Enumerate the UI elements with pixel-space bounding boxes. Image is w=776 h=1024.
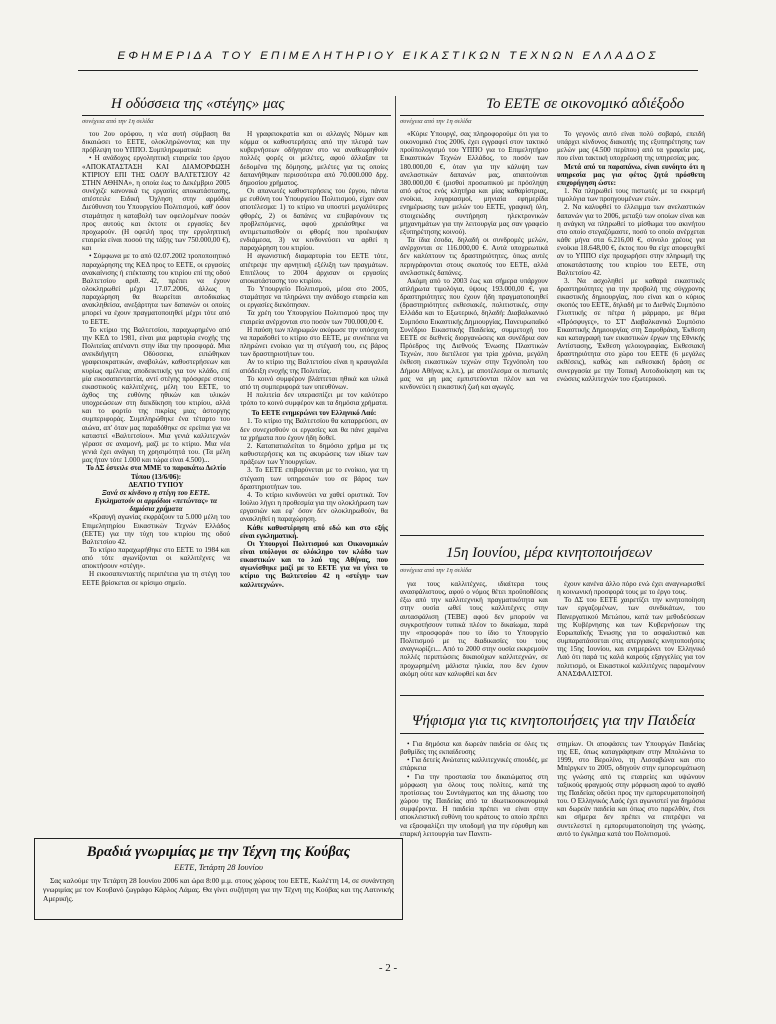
paragraph: Η γραφειοκρατία και οι αλλαγές Νόμων και κόμμα οι καθυστερήσεις από την πλευρά των κυβερνήσεων οδήγησαν στο να αναθεωρηθούν πολλές φορές οι μελέτες, αφού άλλαξαν τα δεδομένα της δόμησης, μελέτες για τις οποίες δαπανήθηκαν περισσότερα από 70.000.000 δρχ. δημοσίου χρήματος. (240, 130, 388, 187)
event-box (34, 838, 403, 920)
paragraph: Το κτίριο της Βαλτετσίου, παραχωρημένο από την ΚΕΔ το 1981, είναι μια μαρτυρία ενοχής της Πολιτείας απέναντι στην ίδια την προσφορά. Μια ανεκδιήγητη Οδύσσεια, ειπώθηκαν γραφειοκρατικών, αναβολών, καθυστερήσεων και κυρίως αμέλειας αποδεικτικής για τον κλάδο, επί μία εικοσαπενταετία, αντί στέγης πρόσφερε στους εικαστικούς καλλιτέχνες, μέλη του ΕΕΤΕ, το άχθος της ευθύνης ηθικών και υλικών υποχρεώσεων στη διεκδίκηση του κτιρίου, αλλά και το φορτίο της πικρίας μιας άστοργης συμπεριφοράς. Συμπληρώθηκε ένα τέταρτο του αιώνα, απ' όταν μας παραδόθηκε σε ερείπια για να καταστεί «Βαλτετσίου». Μια γενιά καλλιτεχνών γέρασε σε αναμονή, μαζί με το κτίριο. Μια νέα γενιά έχει ανάγκη τη χρησιμότητά του. (Τα μέλη μας ήταν τότε 1.000 και τώρα είναι 4.500)... (82, 325, 230, 465)
paragraph: Η αγωνιστική διαμαρτυρία του ΕΕΤΕ τότε, απέτρεψε την αρνητική εξέλιξη των πραγμάτων. Επιτέλους το 2004 άρχισαν οι εργασίες αποκατάστασης του κτιρίου. (240, 252, 388, 285)
article1-continued: συνέχεια από την 1η σελίδα (82, 118, 154, 125)
press-title: ΔΕΛΤΙΟ ΤΥΠΟΥ (128, 480, 184, 489)
masthead: ΕΦΗΜΕΡΙΔΑ ΤΟΥ ΕΠΙΜΕΛΗΤΗΡΙΟΥ ΕΙΚΑΣΤΙΚΩΝ ΤΕΧΝΩΝ ΕΛΛΑΔΟΣ (117, 50, 659, 62)
article3-col1 (400, 580, 548, 678)
article2-col2 (557, 130, 705, 383)
paragraph: Οι απανωτές καθυστερήσεις του έργου, πάντα με ευθύνη του Υπουργείου Πολιτισμού, είχαν σαν αποτέλεσμα: 1) το κτίριο να υποστεί μεγαλύτερες φθορές, 2) οι δαπάνες να επιβαρύνουν τις προβλεπόμενες, αφού χρειάσθηκε να αντιμετωπισθούν οι φθορές που προέκυψαν ενδιάμεσα, 3) να κινδυνεύσει να αρθεί η παραχώρηση του κτιρίου. (240, 187, 388, 253)
event-subtitle: ΕΕΤΕ, Τετάρτη 28 Ιουνίου (174, 862, 263, 872)
masthead-rule (78, 70, 698, 71)
article4-col1 (400, 740, 548, 838)
press-heading: Το ΔΣ έστειλε στα ΜΜΕ το παρακάτω Δελτίο Τύπου (13/6/06): (86, 464, 226, 481)
paragraph: Αν το κτίριο της Βαλτετσίου είναι η κραυγαλέα απόδειξη ενοχής της Πολιτείας. (240, 358, 388, 375)
paragraph: Το Υπουργείο Πολιτισμού, μέσα στο 2005, σταμάτησε να πληρώνει την ανάδοχο εταιρεία και οι εργασίες διεκόπησαν. (240, 284, 388, 310)
closing-statement: Οι Υπουργοί Πολιτισμού και Οικονομικών είναι υπόλογοι σε ολόκληρο τον κλάδο των εικαστικών και το λαό της Αθήνας, που αγωνίσθηκε μαζί με το ΕΕΤΕ για να γίνει το κτίριο της Βαλτετσίου 42 η «στέγη» των καλλιτεχνών». (240, 539, 388, 589)
article1-col1 (82, 130, 230, 587)
paragraph: «Κύριε Υπουργέ, σας πληροφορούμε ότι για το οικονομικό έτος 2006, έχει εγγραφεί στον τακτικό προϋπολογισμό του ΥΠΠΟ για το Επιμελητήριο Εικαστικών Τεχνών Ελλάδος, το ποσόν των 180.000,00 €, όταν για την κάλυψη των ανελαστικών δαπανών μας, απαιτούνται 380.000,00 € (μισθοί προσωπικού με πρόσληψη από φέτος ενός κλητήρα και μίας καθαρίστριας, ενοίκια, λογαριασμοί, μηνιαία εφημερίδα ενημέρωσης των μελών του ΕΕΤΕ, γραφική ύλη, στοιχειώδης συντήρηση ηλεκτρονικών μηχανημάτων για την λειτουργία μας σαν γραφείο εξυπηρέτησης κοινού). (400, 130, 548, 236)
paragraph: • Για δετείς Ανώτατες καλλιτεχνικές σπουδές, με επάρκεια (400, 756, 548, 773)
paragraph: Το γεγονός αυτό είναι πολύ σοβαρό, επειδή υπάρχει κίνδυνος διακοπής της εξυπηρέτησης των μελών μας (4.500 περίπου) από τα γραφεία μας, που είναι τακτική υποχρέωση της υπηρεσίας μας. (557, 130, 705, 163)
page-number: - 2 - (378, 962, 398, 974)
article3-rule (400, 564, 704, 565)
paragraph: Το ΔΣ του ΕΕΤΕ χαιρετίζει την κινητοποίηση των εργαζομένων, των συνδικάτων, του Πανεργατικού Μετώπου, κατά των μεθοδεύσεων της Κυβέρνησης και των Κυβερνήσεων της Ευρωπαϊκής Ένωσης για το ασφαλιστικό και συμπαρατάσσεται στις απεργιακές κινητοποιήσεις της 15ης Ιουνίου, και ενημερώνει τον Ελληνικό Λαό ότι παρά τις καλά καιρούς εξαγγελίες για τον πολιτισμό, οι Εικαστικοί καλλιτέχνες παραμένουν ΑΝΑΣΦΑΛΙΣΤΟΙ. (557, 596, 705, 678)
article2-continued: συνέχεια από την 1η σελίδα (400, 118, 472, 125)
list-item: 2. Καταπατιαλείται το δημόσιο χρήμα με τις καθυστερήσεις και τις ακυρώσεις των ιδίων των πράξεων των Υπουργείων. (240, 441, 388, 467)
article1-title: Η οδύσσεια της «στέγης» μας (111, 96, 285, 112)
column-divider (395, 96, 396, 820)
article1-bold-heading: Το ΕΕΤΕ ενημερώνει τον Ελληνικό Λαό: (251, 409, 377, 418)
article4-top-rule (400, 695, 704, 696)
article1-rule (82, 115, 391, 116)
paragraph: Ακόμη από το 2003 έως και σήμερα υπάρχουν απλήρωτα τιμολόγια, ύψους 193.000,00 €, για δραστηριότητες που έχουν ήδη πραγματοποιηθεί (δραστηριότητες εκθεσιακές, πολιτιστικές, στην Ελλάδα και το Εξωτερικό, δηλαδή: Διαβαλκανικό Συμπόσιο Εικαστικής Δημιουργίας, Πανευρωπαϊκό Συνέδριο Εικαστικής Παιδείας, συμμετοχή του ΕΕΤΕ σε διεθνείς διοργανώσεις και συνέδρια σαν Πρόεδρος της Διεθνούς Ένωσης Πλαστικών Τεχνών, που διετέλεσε για τρία χρόνια, μεγάλη έκθεση εικαστικών τεχνών στην Τεχνόπολη του Δήμου Αθήνας κ.λπ.), με αποτέλεσμα οι πιστωτές μας να μη μας εμπιστεύονται πλέον και να κινδυνεύει η εικαστική ζωή και αγωγές. (400, 276, 548, 391)
paragraph: για τους καλλιτέχνες, ιδιαίτερα τους ανασφάλιστους, αφού ο νόμος θέτει προϋποθέσεις έξω από την καλλιτεχνική πραγματικότητα και στην ουσία ωθεί τους καλλιτέχνες στην αυτασφάλιση (ΤΕΒΕ) αφού δεν μπορούν να συγκροτήσουν τυπικά πλέον το δικαίωμα, παρά την «προσφορά» που το ίδιο το Υπουργείο Πολιτισμού με τις διαδικασίες του τους αναγνωρίζει... Από το 2000 στην ουσία εκκρεμούν πολλές περιπτώσεις δικαιούχων καλλιτεχνών, σε προχωρημένη μάλιστα ηλικία, που δεν έχουν ακόμη ούτε καν καλυφθεί και δεν (400, 580, 548, 678)
paragraph: Τα ίδια έσοδα, δηλαδή οι συνδρομές μελών, ανέρχονται σε 116.000,00 €. Αυτά υποχρεωτικά δεν καλύπτουν τις δραστηριότητες, όπως αυτές περιγράφονται στους σκοπούς του ΕΕΤΕ, αλλά ανελαστικές δαπάνες. (400, 236, 548, 277)
list-item: 3. Να ασχοληθεί με καθαρά εικαστικές δραστηριότητες για την προβολή της σύγχρονης εικαστικής δημιουργίας, που είναι και ο κύριος σκοπός του ΕΕΤΕ, δηλαδή με το Διεθνές Συμπόσιο Γλυπτικής σε πέτρα ή μάρμαρο, με θέμα «Πρόσφυγες», το ΣΤ' Διαβαλκανικό Συμπόσιο Εικαστικής Δημιουργίας στη Σαμοθράκη, Έκθεση και καταγραφή των εικαστικών έργων της Εθνικής Αντίστασης, Έκθεση γελοιογραφίας, Εκθεσιακή δραστηριότητα στο χώρο του ΕΕΤΕ (6 μεγάλες εκθέσεις), καθώς και εκθεσιακή δράση σε συνεργασία με την Τοπική Αυτοδιοίκηση και τις ενώσεις καλλιτεχνών του εξωτερικού. (557, 276, 705, 383)
article3-continued: συνέχεια από την 1η σελίδα (400, 567, 472, 574)
paragraph: • Η ανάδοχος εργοληπτική εταιρεία του έργου «ΑΠΟΚΑΤΑΣΤΑΣΗ ΚΑΙ ΔΙΑΜΟΡΦΩΣΗ ΚΤΙΡΙΟΥ ΕΠΙ ΤΗΣ ΟΔΟΥ ΒΑΛΤΕΤΣΙΟΥ 42 ΣΤΗΝ ΑΘΗΝΑ», η οποία έως το Δεκέμβριο 2005 συνέχιζε κανονικά τις εργασίες αποκατάστασης, απέστειλε Ειδική Όχληση στην αρμόδια Διεύθυνση του Υπουργείου Πολιτισμού, καθ' όσον σταμάτησε η καταβολή των οφειλομένων ποσών προς αυτούς και έκτοτε οι εργασίες δεν προχωρούν. (Η οφειλή προς την εργοληπτική εταιρεία είναι ποσού της τάξης των 750.000,00 €), και (82, 154, 230, 253)
press-subtitle: Ξανά σε κίνδυνο η στέγη του ΕΕΤΕ. Εγκληματούν οι αρμόδιοι «πετώντας» τα δημόσια χρήματα (94, 488, 218, 514)
list-item: 3. Το ΕΕΤΕ επιβαρύνεται με το ενοίκιο, για τη στέγαση των υπηρεσιών του σε βάρος των δραστηριοτήτων του. (240, 466, 388, 491)
paragraph: έχουν κανένα άλλο πόρο ενώ έχει αναγνωρισθεί η κοινωνική προσφορά τους με το έργο τους. (557, 580, 705, 597)
paragraph: Τα χρέη του Υπουργείου Πολιτισμού προς την εταιρεία ανέρχονται στο ποσόν των 700.000,00 €. (240, 309, 388, 326)
list-item: 1. Να πληρωθεί τους πιστωτές με τα εκκρεμή τιμολόγια των προηγουμένων ετών. (557, 187, 705, 204)
closing-statement: Κάθε καθυστέρηση από εδώ και στο εξής είναι εγκληματική. (240, 523, 388, 540)
paragraph: «Κραυγή αγωνίας εκφράζουν τα 5.000 μέλη του Επιμελητηρίου Εικαστικών Τεχνών Ελλάδος (ΕΕΤΕ) για την τύχη του κτιρίου της οδού Βαλτετσίου 42. (82, 513, 230, 546)
event-title: Βραδιά γνωριμίας με την Τέχνη της Κούβας (86, 844, 351, 860)
article4-rule (400, 733, 704, 734)
article2-col1 (400, 130, 548, 391)
list-item: 4. Το κτίριο κινδυνεύει να χαθεί οριστικά. Τον Ιούλιο λήγει η προθεσμία για την ολοκλήρωση των εργασιών και εφ' όσον δεν ολοκληρωθούν, θα ανακληθεί η παραχώρηση. (240, 490, 388, 524)
list-item: 2. Να καλυφθεί το έλλειμμα των ανελαστικών δαπανών για το 2006, μεταξύ των οποίων είναι και η ανάγκη να πληρωθεί το μίσθωμα του ακινήτου στο οποίο στεγαζόμαστε, ποσό το οποίο ανέρχεται κάθε μήνα στα 6.216,00 €, σύνολο χρέους για ενοίκια 18.648,00 €, έκτος που θα είχε αποφευχθεί αν το ΥΠΠΟ είχε προχωρήσει στην πληρωμή της αποκατάστασης του κτιρίου του ΕΕΤΕ, στη Βαλτετσίου 42. (557, 203, 705, 277)
article1-col2 (240, 130, 388, 589)
paragraph: Η παύση των πληρωμών ακύρωσε την υπόσχεση να παραδοθεί το κτίριο στο ΕΕΤΕ, με συνέπεια να πληρώνει ενοίκιο για τη στέγασή του, εις βάρος των δραστηριοτήτων του. (240, 325, 388, 359)
event-body: Σας καλούμε την Τετάρτη 28 Ιουνίου 2006 και ώρα 8:00 μ.μ. στους χώρους του ΕΕΤΕ, Κωλέττη 14, σε συνάντηση γνωριμίας με τον Κουβανό ζωγράφο Κάρλος Λάμας. Θα γίνει συζήτηση για την Τέχνη της Κούβας και της Λατινικής Αμερικής. (43, 876, 394, 903)
paragraph: Η εικοσαπενταετής περιπέτεια για τη στέγη του ΕΕΤΕ βρίσκεται σε κρίσιμο σημείο. (82, 570, 230, 587)
article3-top-rule (400, 535, 704, 536)
paragraph: • Για την προστασία του δικαιώματος στη μόρφωση για όλους τους πολίτες, κατά της προτίσεως του Συντάγματος και της άλωσης του χώρου της Παιδείας από τα ιδιωτικοοικονομικά συμφέροντα. Η παιδεία πρέπει να είναι στην αποκλειστική ευθύνη του κράτους το οποίο πρέπει να εξασφαλίζει την υποδομή για την εύρυθμη και επαρκή λειτουργία των Πανεπι- (400, 772, 548, 838)
article2-bold-request: Μετά από τα παραπάνω, είναι ευνόητο ότι η υπηρεσία μας για φέτος ζητά πρόσθετη επιχορήγηση ώστε: (557, 162, 705, 187)
paragraph: του 2ου ορόφου, η νέα αυτή σύμβαση θα δικαιώσει το ΕΕΤΕ, ολοκληρώνοντας και την πρόβλεψη του ΥΠΠΟ. Συμπληρωματικά: (82, 130, 230, 155)
paragraph: Το κοινό συμφέρον βλάπτεται ηθικά και υλικά από τη συμπεριφορά των υπευθύνων. (240, 374, 388, 391)
article2-title: Το ΕΕΤΕ σε οικονομικό αδιέξοδο (486, 96, 685, 112)
article2-rule (400, 115, 704, 116)
article4-col2 (557, 740, 705, 838)
paragraph: • Σύμφωνα με το από 02.07.2002 τροποποιητικό παραχώρησης της ΚΕΔ προς το ΕΕΤΕ, οι εργασίες ανακαίνισης ή επέκτασης του κτιρίου επί της οδού Βαλτετσίου αριθ. 42, πρέπει να έχουν ολοκληρωθεί μέχρι 17.07.2006, άλλως η παραχώρηση θα θεωρείται αυτοδικαίως ανακληθείσα, ανεξάρτητα των δαπανών οι οποίες μπορεί να έχουν πραγματοποιηθεί μέχρι τότε από το ΕΕΤΕ. (82, 252, 230, 326)
paragraph: στημίων. Οι αποφάσεις των Υπουργών Παιδείας της ΕΕ, όπως καταγράφηκαν στην Μπολώνια το 1999, στο Βερολίνο, τη Λισσαβώνα και στο Μπέργκεν το 2005, οδηγούν στην εμπορευμάτωση της γνώσης από τις εταιρείες και υψώνουν ταξικούς φραγμούς στην μόρφωση αφού το αγαθό της Παιδείας οδεύει προς την εμπορευματοποίησή του. Ο Ελληνικός Λαός έχει αγωνιστεί για δημόσια και δωρεάν παιδεία και όπως στο παρελθόν, έτσι και σήμερα δεν πρέπει να επιτρέψει να συντελεστεί η εμπορευματοποίηση της γνώσης, αυτό το έγκλημα κατά του Πολιτισμού. (557, 740, 705, 838)
paragraph: Η πολιτεία δεν υπερασπίζει με τον καλύτερο τρόπο το κοινό συμφέρον και τα δημόσια χρήματα. (240, 391, 388, 408)
article4-title: Ψήφισμα για τις κινητοποιήσεις για την Παιδεία (412, 713, 696, 729)
list-item: 1. Το κτίριο της Βαλτετσίου θα καταρρεύσει, αν δεν συνεχισθούν οι εργασίες και θα πάνε χαμένα τα χρήματα που έχουν ήδη δοθεί. (240, 417, 388, 442)
paragraph: • Για δημόσια και δωρεάν παιδεία σε όλες τις βαθμίδες της εκπαίδευσης (400, 740, 548, 757)
paragraph: Το κτίριο παραχωρήθηκε στο ΕΕΤΕ το 1984 και από τότε αγωνίζονται οι καλλιτέχνες να αποκτήσουν «στέγη». (82, 545, 230, 571)
article3-col2 (557, 580, 705, 678)
article3-title: 15η Ιουνίου, μέρα κινητοποιήσεων (446, 545, 653, 561)
